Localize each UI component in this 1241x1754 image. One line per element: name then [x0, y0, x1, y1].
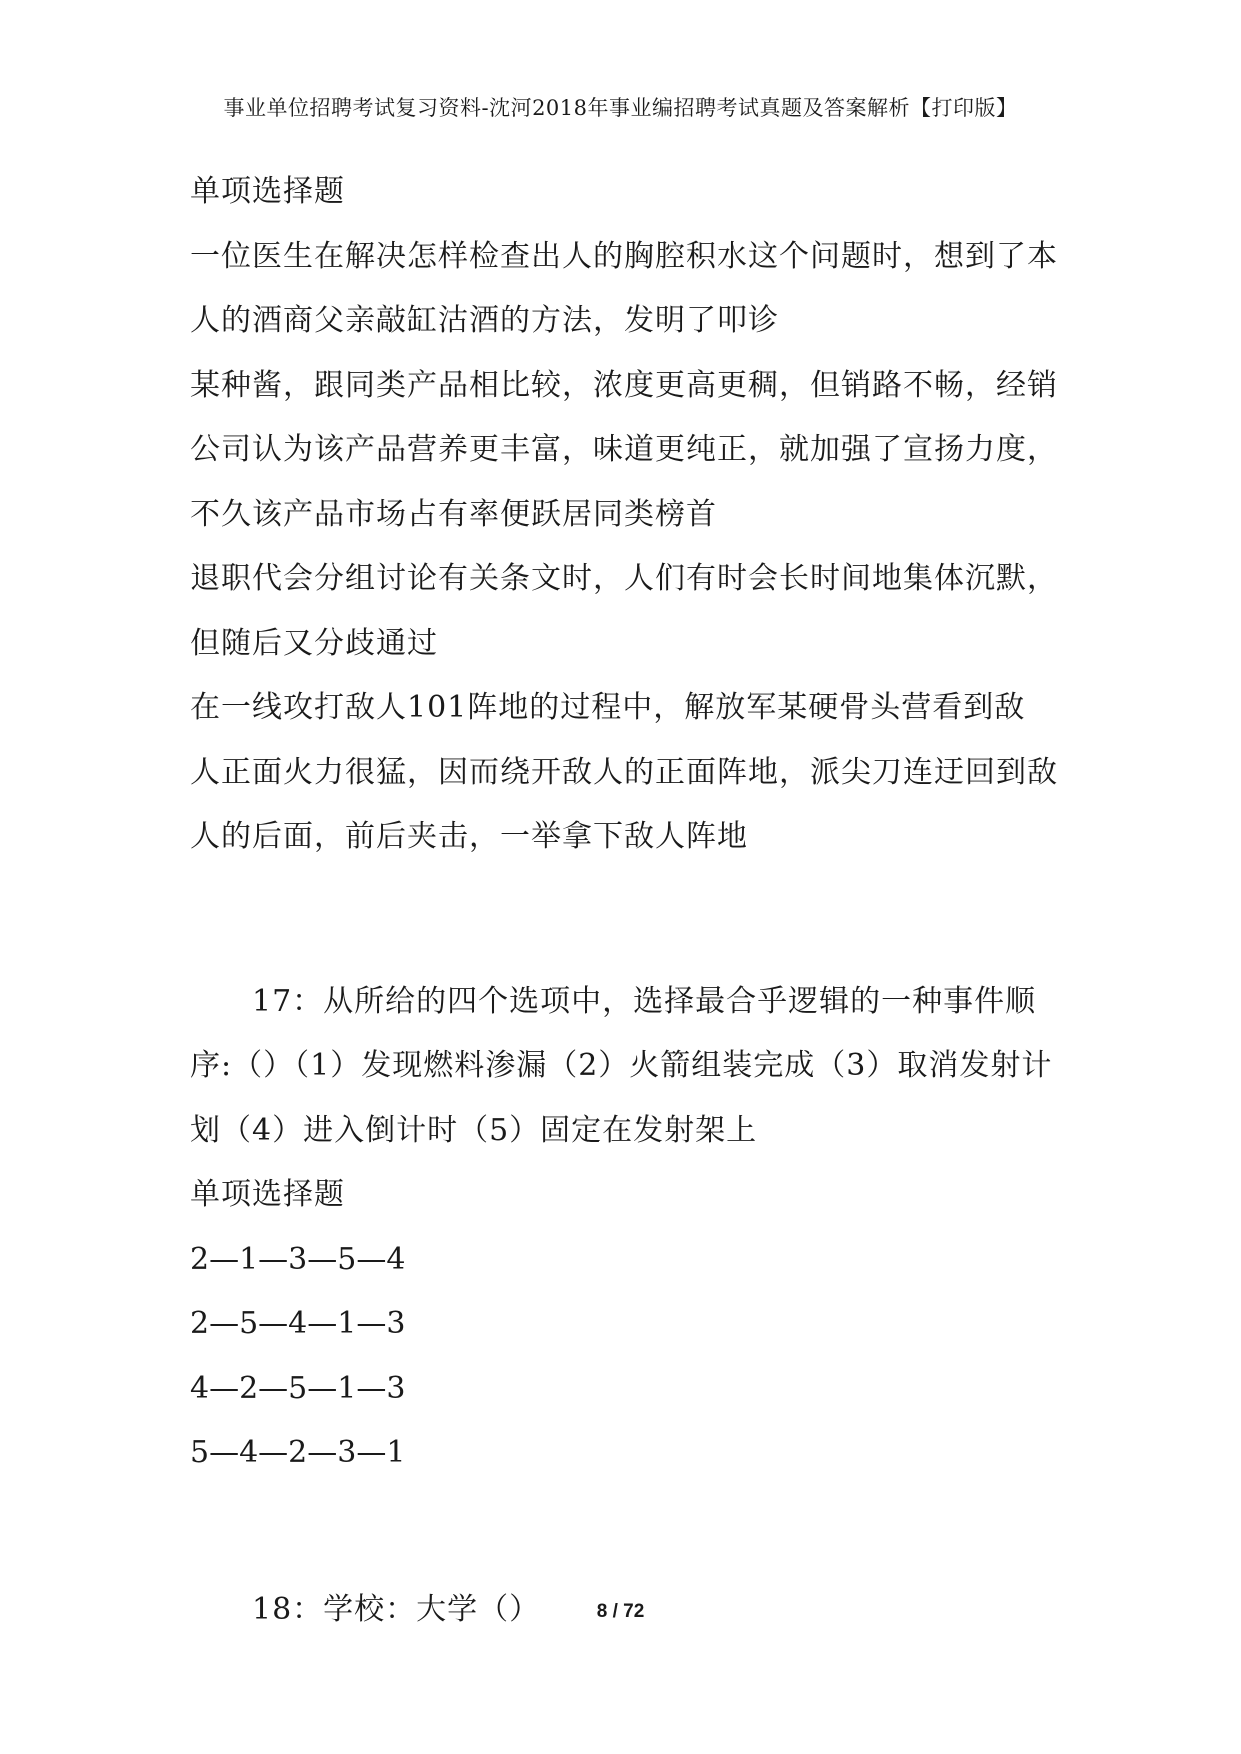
question-text-line: 公司认为该产品营养更丰富，味道更纯正，就加强了宣扬力度， — [190, 432, 1058, 467]
question-text-line: 但随后又分歧通过 — [190, 625, 438, 661]
answer-option: 2—1—3—5—4 — [190, 1241, 406, 1277]
question-18-stem: 18：学校：大学（） — [252, 1591, 541, 1627]
question-text-line: 不久该产品市场占有率便跃居同类榜首 — [190, 496, 717, 532]
question-text-line: 一位医生在解决怎样检查出人的胸腔积水这个问题时，想到了本 — [190, 238, 1058, 274]
question-text-line: 人正面火力很猛，因而绕开敌人的正面阵地，派尖刀连迂回到敌 — [190, 754, 1058, 790]
question-17-stem: 划（4）进入倒计时（5）固定在发射架上 — [190, 1112, 758, 1148]
question-type-label: 单项选择题 — [190, 174, 345, 209]
question-17-stem: 序:（）（1）发现燃料渗漏（2）火箭组装完成（3）取消发射计 — [190, 1048, 1053, 1083]
question-text-line: 某种酱，跟同类产品相比较，浓度更高更稠，但销路不畅，经销 — [190, 367, 1058, 403]
document-header: 事业单位招聘考试复习资料-沈河2018年事业编招聘考试真题及答案解析【打印版】 — [223, 96, 1018, 120]
answer-option: 5—4—2—3—1 — [190, 1435, 406, 1470]
question-type-label: 单项选择题 — [190, 1177, 345, 1212]
question-text-line: 退职代会分组讨论有关条文时，人们有时会长时间地集体沉默， — [190, 561, 1058, 596]
spacer — [190, 870, 1070, 970]
answer-option: 4—2—5—1—3 — [190, 1370, 406, 1406]
question-17-stem: 17：从所给的四个选项中，选择最合乎逻辑的一种事件顺 — [252, 983, 1037, 1019]
question-text-line: 人的酒商父亲敲缸沽酒的方法，发明了叩诊 — [190, 303, 779, 338]
question-text-line: 人的后面，前后夹击，一举拿下敌人阵地 — [190, 819, 748, 854]
page-content — [190, 160, 1070, 1642]
answer-option: 2—5—4—1—3 — [190, 1306, 406, 1341]
page-number: 8 / 72 — [596, 1601, 645, 1622]
question-text-line: 在一线攻打敌人101阵地的过程中，解放军某硬骨头营看到敌 — [190, 690, 1026, 725]
spacer — [190, 1486, 1070, 1578]
